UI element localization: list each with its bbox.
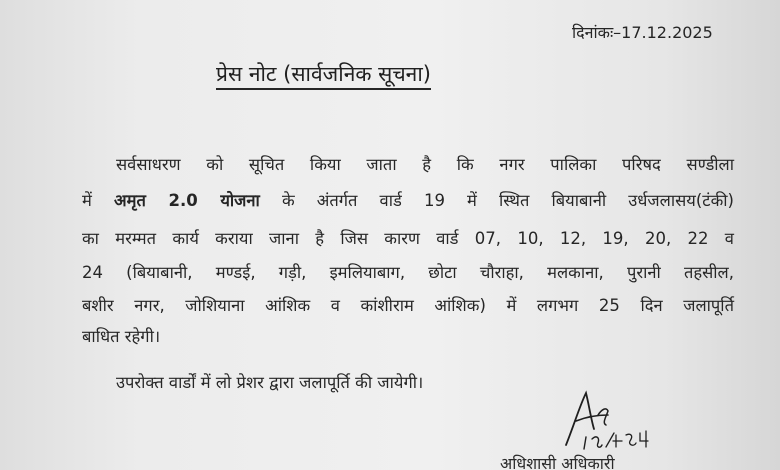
officer-designation: अधिशासी अधिकारी — [500, 454, 615, 470]
line2-suffix: के अंतर्गत वार्ड 19 में स्थित बियाबानी उर्धजलासय(टंकी) — [259, 191, 734, 210]
date-line: दिनांकः–17.12.2025 — [572, 23, 713, 42]
scheme-name: अमृत 2.0 योजना — [113, 191, 260, 210]
paragraph1-line5: बशीर नगर, जोशियाना आंशिक व कांशीराम आंशिक) में लगभग 25 दिन जलापूर्ति — [82, 296, 734, 315]
paragraph1-line2 — [82, 190, 734, 211]
paragraph1-line1: सर्वसाधरण को सूचित किया जाता है कि नगर पालिका परिषद सण्डीला — [116, 155, 734, 174]
paragraph1-line3: का मरम्मत कार्य कराया जाना है जिस कारण वार्ड 07, 10, 12, 19, 20, 22 व — [82, 229, 734, 248]
paragraph2: उपरोक्त वार्डों में लो प्रेशर द्वारा जलापूर्ति की जायेगी। — [116, 373, 424, 392]
handwritten-signature — [556, 385, 676, 455]
line2-prefix: में — [82, 191, 114, 210]
paragraph1-line4: 24 (बियाबानी, मण्डई, गड़ी, इमलियाबाग, छोटा चौराहा, मलकाना, पुरानी तहसील, — [82, 263, 734, 282]
paragraph1-line6: बाधित रहेगी। — [82, 327, 161, 346]
page-title: प्रेस नोट (सार्वजनिक सूचना) — [216, 62, 431, 90]
